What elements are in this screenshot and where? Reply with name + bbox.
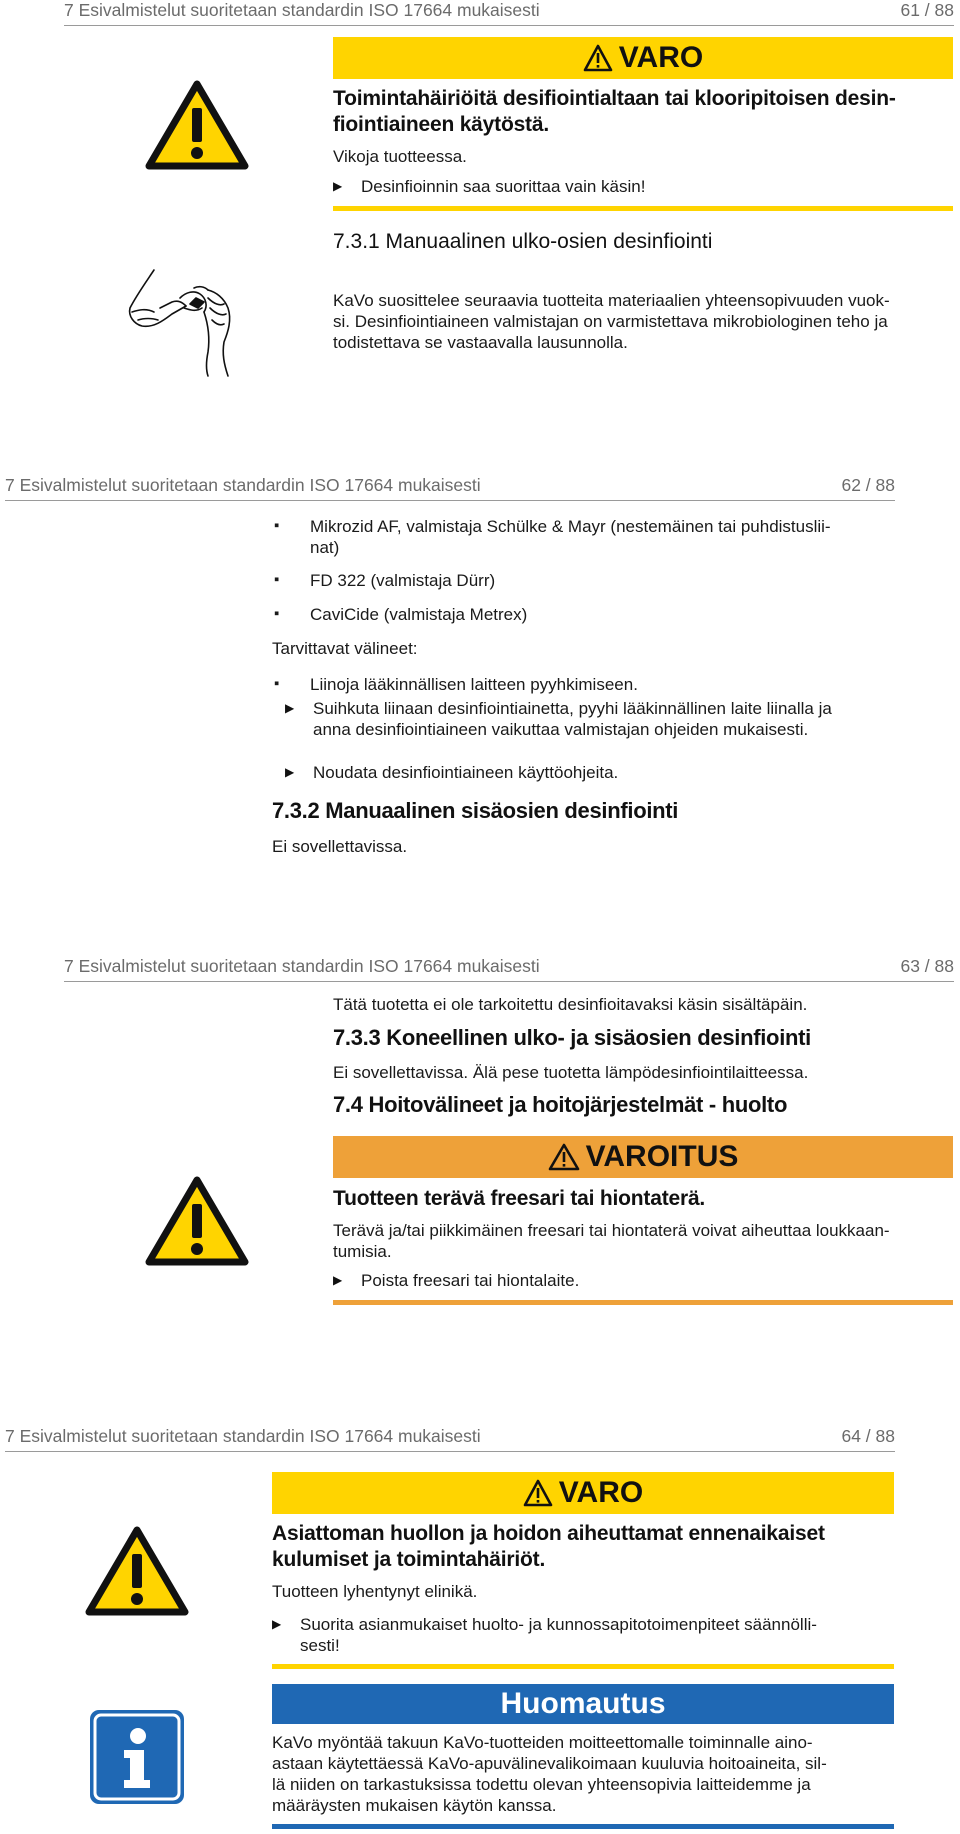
header-section-title: 7 Esivalmistelut suoritetaan standardin ISO 17664 mukaisesti — [64, 0, 540, 20]
warning-triangle-icon — [145, 1176, 249, 1266]
signal-word: VARO — [618, 41, 704, 74]
warning-title: Toimintahäiriöitä desifiointialtaan tai klooripitoisen desin- fiointiaineen käytöstä. — [333, 87, 896, 136]
varoitus-signal-bar — [333, 1136, 953, 1178]
header-page-number: 62 / 88 — [841, 475, 895, 495]
varo-signal-bar — [272, 1472, 894, 1514]
warning-triangle-icon — [85, 1526, 189, 1616]
not-applicable-note: Ei sovellettavissa. Älä pese tuotetta lämpödesinfiointilaitteessa. — [333, 1063, 809, 1082]
triangle-step-marker: ▶ — [285, 765, 295, 779]
square-bullet: ▪ — [274, 675, 280, 692]
not-applicable-note: Ei sovellettavissa. — [272, 837, 408, 856]
intro-text: Tätä tuotetta ei ole tarkoitettu desinfioitavaksi käsin sisältäpäin. — [333, 995, 808, 1014]
signal-word: Huomautus — [500, 1687, 666, 1720]
page-header — [64, 956, 954, 982]
tools-label: Tarvittavat välineet: — [272, 639, 418, 658]
varo-signal-bar — [333, 37, 953, 79]
triangle-step-marker: ▶ — [333, 179, 343, 193]
section-heading-7-3-3: 7.3.3 Koneellinen ulko- ja sisäosien desinfiointi — [333, 1025, 811, 1050]
triangle-step-marker: ▶ — [285, 701, 295, 715]
section-heading-7-4: 7.4 Hoitovälineet ja hoitojärjestelmät - huolto — [333, 1092, 788, 1117]
recommendation-paragraph: KaVo suosittelee seuraavia tuotteita materiaalien yhteensopivuuden vuok- si. Desinfiointiaineen valmistajan on varmistettava mikrobiologinen teho ja todistettava se vastaavalla lausunnolla. — [333, 291, 890, 352]
header-section-title: 7 Esivalmistelut suoritetaan standardin ISO 17664 mukaisesti — [5, 475, 481, 495]
warning-title: Tuotteen terävä freesari tai hiontaterä. — [333, 1187, 706, 1210]
list-item: ▪ CaviCide (valmistaja Metrex) — [274, 605, 528, 624]
huomautus-signal-bar — [272, 1684, 894, 1724]
warning-consequence: Tuotteen lyhentynyt elinikä. — [272, 1582, 478, 1601]
hands-wiping-icon — [124, 268, 254, 378]
list-item: ▪ Mikrozid AF, valmistaja Schülke & Mayr (nestemäinen tai puhdistuslii- nat) — [274, 517, 831, 557]
section-heading-7-3-2: 7.3.2 Manuaalinen sisäosien desinfiointi — [272, 798, 679, 823]
warning-consequence: Terävä ja/tai piikkimäinen freesari tai hiontaterä voivat aiheuttaa loukkaan- tumisia. — [333, 1221, 890, 1261]
warning-triangle-icon — [523, 1479, 553, 1507]
list-item: ▪ FD 322 (valmistaja Dürr) — [274, 571, 496, 590]
header-section-title: 7 Esivalmistelut suoritetaan standardin ISO 17664 mukaisesti — [64, 956, 540, 976]
varo-bottom-rule — [272, 1664, 894, 1669]
header-page-number: 61 / 88 — [900, 0, 954, 20]
square-bullet: ▪ — [274, 605, 280, 622]
warning-action-step: ▶ Suorita asianmukaiset huolto- ja kunnossapitotoimenpiteet säännölli- sesti! — [272, 1615, 817, 1655]
page-header — [64, 0, 954, 26]
warning-action-step: ▶ Desinfioinnin saa suorittaa vain käsin! — [333, 177, 646, 196]
page-63 — [0, 950, 960, 1420]
page-61 — [0, 0, 960, 470]
triangle-step-marker: ▶ — [272, 1617, 282, 1631]
list-item: ▪ Liinoja lääkinnällisen laitteen pyyhkimiseen. — [274, 675, 638, 694]
page-header — [5, 475, 895, 501]
header-section-title: 7 Esivalmistelut suoritetaan standardin ISO 17664 mukaisesti — [5, 1426, 481, 1446]
warning-consequence: Vikoja tuotteessa. — [333, 147, 467, 166]
huomautus-bottom-rule — [272, 1824, 894, 1829]
instruction-step: ▶ Noudata desinfiointiaineen käyttöohjeita. — [285, 763, 619, 782]
info-icon — [88, 1708, 186, 1806]
header-page-number: 64 / 88 — [841, 1426, 895, 1446]
warning-triangle-icon — [583, 44, 613, 72]
varo-bottom-rule — [333, 206, 953, 211]
warning-title: Asiattoman huollon ja hoidon aiheuttamat ennenaikaiset kulumiset ja toimintahäiriöt. — [272, 1522, 825, 1571]
square-bullet: ▪ — [274, 571, 280, 588]
warning-triangle-icon — [548, 1143, 580, 1171]
signal-word: VAROITUS — [585, 1140, 739, 1173]
page-64 — [0, 1420, 960, 1834]
warning-triangle-icon — [145, 80, 249, 170]
header-page-number: 63 / 88 — [900, 956, 954, 976]
instruction-step: ▶ Suihkuta liinaan desinfiointiainetta, pyyhi lääkinnällinen laite liinalla ja anna desinfiointiaineen vaikuttaa valmistajan ohjeiden mukaisesti. — [285, 699, 832, 739]
page-62 — [0, 470, 960, 950]
page-header — [5, 1426, 895, 1452]
section-heading-7-3-1: 7.3.1 Manuaalinen ulko-osien desinfiointi — [333, 230, 713, 253]
signal-word: VARO — [558, 1476, 644, 1509]
varoitus-bottom-rule — [333, 1300, 953, 1305]
triangle-step-marker: ▶ — [333, 1273, 343, 1287]
warning-action-step: ▶ Poista freesari tai hiontalaite. — [333, 1271, 580, 1290]
notice-text: KaVo myöntää takuun KaVo-tuotteiden moitteettomalle toiminnalle aino- astaan käytettäessä KaVo-apuvälinevalikoimaan kuuluvia hoitoaineita, sil- lä niiden on tarkastuksissa todettu olevan yhteensopivia laitteidemme ja määräysten mukaisen käytön kanssa. — [272, 1733, 827, 1815]
square-bullet: ▪ — [274, 517, 280, 534]
